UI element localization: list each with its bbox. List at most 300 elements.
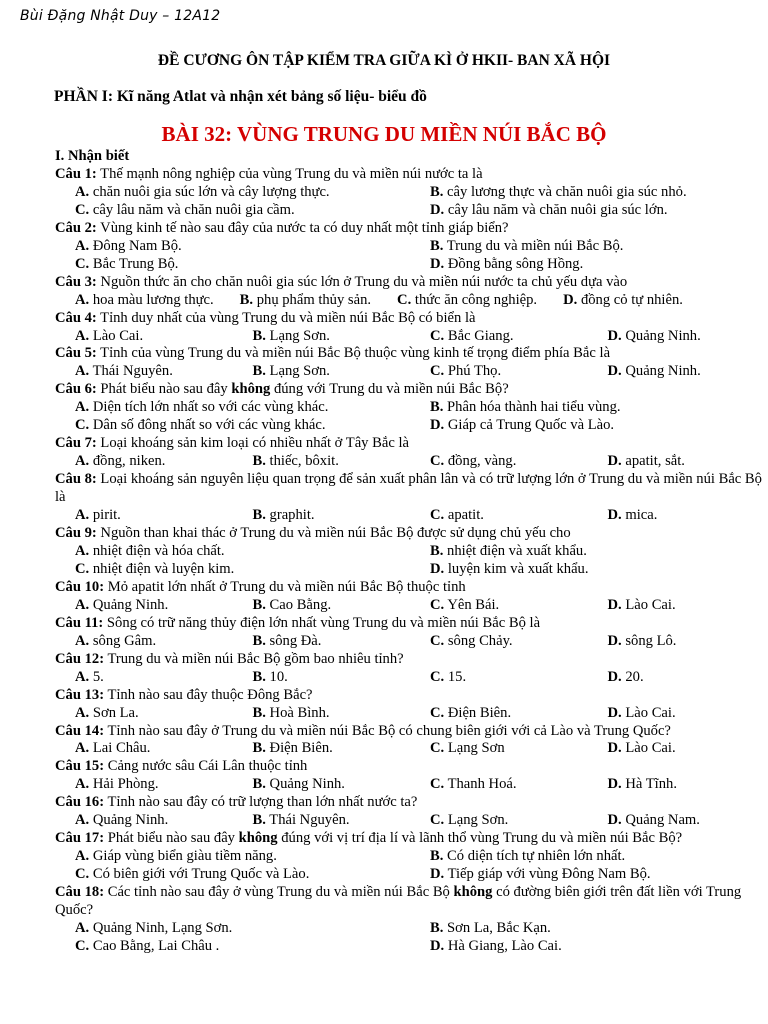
option-text: Hà Tĩnh.	[625, 776, 677, 793]
option-text: Quảng Ninh.	[92, 596, 169, 613]
option-letter: D.	[607, 632, 622, 649]
option-letter: C.	[75, 937, 90, 954]
option-text: Phú Thọ.	[447, 363, 502, 380]
option-letter: D.	[607, 596, 622, 613]
option-letter: A.	[75, 740, 90, 757]
answer-option	[55, 812, 233, 830]
answer-option	[410, 543, 765, 561]
question-number: Câu 11:	[55, 614, 104, 631]
answer-option	[588, 705, 766, 723]
option-text: Diện tích lớn nhất so với các vùng khác.	[92, 399, 329, 416]
answer-option	[55, 417, 410, 435]
answer-option	[55, 597, 233, 615]
question-text: Phát biểu nào sau đây	[100, 381, 232, 398]
section-heading: I. Nhận biết	[55, 148, 130, 164]
answer-option	[233, 669, 411, 687]
answer-options	[55, 740, 765, 758]
option-letter: B.	[430, 919, 444, 936]
option-text: mica.	[625, 507, 658, 524]
option-letter: D.	[607, 668, 622, 685]
option-text: Thái Nguyên.	[92, 363, 173, 380]
option-text: Điện Biên.	[447, 704, 512, 721]
question	[55, 220, 765, 274]
answer-option	[233, 328, 411, 346]
answer-option	[410, 812, 588, 830]
answer-option	[588, 740, 766, 758]
question-number: Câu 17:	[55, 830, 105, 847]
option-letter: C.	[75, 255, 90, 272]
answer-option	[543, 292, 689, 310]
answer-options	[55, 363, 765, 381]
option-letter: A.	[75, 596, 90, 613]
question-number: Câu 9:	[55, 525, 97, 542]
answer-options	[55, 848, 765, 884]
option-text: Lạng Sơn.	[269, 327, 330, 344]
answer-option	[233, 597, 411, 615]
answer-option	[410, 202, 765, 220]
answer-option	[410, 453, 588, 471]
answer-option	[55, 238, 410, 256]
question	[55, 471, 765, 525]
option-text: cây lương thực và chăn nuôi gia súc nhỏ.	[447, 183, 687, 200]
question-number: Câu 10:	[55, 578, 105, 595]
option-text: nhiệt điện và xuất khẩu.	[447, 542, 587, 559]
option-text: cây lâu năm và chăn nuôi gia súc lớn.	[447, 201, 668, 218]
option-text: Quảng Ninh, Lạng Sơn.	[92, 919, 233, 936]
option-text: sông Chảy.	[447, 632, 513, 649]
option-text: Trung du và miền núi Bắc Bộ.	[446, 237, 624, 254]
answer-options	[55, 453, 765, 471]
answer-option	[377, 292, 543, 310]
answer-options	[55, 184, 765, 220]
question-stem	[55, 274, 765, 292]
option-letter: B.	[252, 668, 266, 685]
answer-options	[55, 812, 765, 830]
option-text: 10.	[269, 668, 288, 685]
question-stem	[55, 723, 765, 741]
question-number: Câu 1:	[55, 165, 97, 182]
option-text: Lai Châu.	[92, 740, 151, 757]
option-letter: B.	[252, 704, 266, 721]
question	[55, 794, 765, 830]
option-letter: A.	[75, 183, 90, 200]
question-text: đúng với Trung du và miền núi Bắc Bộ?	[270, 381, 509, 398]
question	[55, 381, 765, 435]
option-letter: C.	[430, 363, 445, 380]
option-letter: A.	[75, 291, 90, 308]
option-text: Thái Nguyên.	[269, 812, 350, 829]
question-stem	[55, 310, 765, 328]
option-text: Cao Bằng.	[269, 596, 332, 613]
option-letter: B.	[252, 632, 266, 649]
answer-option	[55, 507, 233, 525]
option-text: 5.	[92, 668, 104, 685]
question	[55, 758, 765, 794]
option-text: Lào Cai.	[625, 596, 676, 613]
question-stem	[55, 884, 765, 920]
option-letter: A.	[75, 507, 90, 524]
question-stem	[55, 687, 765, 705]
answer-options	[55, 543, 765, 579]
option-text: Quảng Ninh.	[269, 776, 345, 793]
question-stem	[55, 435, 765, 453]
question-stem	[55, 381, 765, 399]
option-text: Dân số đông nhất so với các vùng khác.	[92, 417, 326, 434]
option-letter: D.	[430, 255, 445, 272]
question-keyword: không	[238, 830, 278, 847]
option-letter: D.	[430, 201, 445, 218]
answer-options	[55, 705, 765, 723]
question-number: Câu 5:	[55, 345, 97, 362]
answer-option	[233, 812, 411, 830]
option-text: đồng cỏ tự nhiên.	[580, 291, 683, 308]
option-letter: A.	[75, 668, 90, 685]
option-letter: A.	[75, 542, 90, 559]
answer-option	[588, 363, 766, 381]
option-text: Quảng Ninh.	[625, 327, 701, 344]
question-text: Phát biểu nào sau đây	[107, 830, 239, 847]
answer-option	[55, 399, 410, 417]
option-letter: C.	[75, 201, 90, 218]
document-title: ĐỀ CƯƠNG ÔN TẬP KIỂM TRA GIỮA KÌ Ở HKII- BAN XÃ HỘI	[157, 52, 611, 69]
option-text: thiếc, bôxit.	[269, 453, 339, 470]
answer-option	[410, 848, 765, 866]
option-letter: D.	[607, 453, 622, 470]
answer-option	[410, 507, 588, 525]
answer-option	[410, 633, 588, 651]
answer-option	[410, 256, 765, 274]
question-keyword: không	[231, 381, 271, 398]
option-text: luyện kim và xuất khẩu.	[447, 560, 589, 577]
question	[55, 345, 765, 381]
answer-option	[55, 848, 410, 866]
answer-option	[410, 920, 765, 938]
option-letter: C.	[430, 632, 445, 649]
option-text: Yên Bái.	[447, 596, 500, 613]
answer-options	[55, 328, 765, 346]
question-stem	[55, 471, 765, 507]
question-number: Câu 15:	[55, 758, 105, 775]
answer-option	[588, 633, 766, 651]
option-text: thức ăn công nghiệp.	[414, 291, 538, 308]
question-stem	[55, 830, 765, 848]
option-text: Tiếp giáp với vùng Đông Nam Bộ.	[447, 866, 651, 883]
option-text: Lào Cai.	[92, 327, 144, 344]
option-letter: A.	[75, 704, 90, 721]
answer-options	[55, 292, 765, 310]
answer-option	[588, 669, 766, 687]
option-text: Đồng bằng sông Hồng.	[447, 255, 584, 272]
question-stem	[55, 345, 765, 363]
option-letter: D.	[430, 866, 445, 883]
option-text: đồng, vàng.	[447, 453, 517, 470]
question-text: Tỉnh duy nhất của vùng Trung du và miền núi Bắc Bộ có biển là	[100, 309, 476, 326]
question-stem	[55, 615, 765, 633]
option-text: Quảng Nam.	[625, 812, 700, 829]
option-letter: C.	[397, 291, 412, 308]
option-text: phụ phẩm thủy sản.	[256, 291, 372, 308]
option-letter: A.	[75, 919, 90, 936]
option-letter: D.	[430, 417, 445, 434]
answer-option	[410, 740, 588, 758]
option-text: apatit.	[447, 507, 484, 524]
question-stem	[55, 579, 765, 597]
option-letter: B.	[252, 776, 266, 793]
question	[55, 687, 765, 723]
answer-option	[410, 399, 765, 417]
answer-option	[410, 363, 588, 381]
question-number: Câu 4:	[55, 309, 97, 326]
question-list	[55, 148, 765, 956]
option-text: Thanh Hoá.	[447, 776, 517, 793]
option-letter: C.	[75, 866, 90, 883]
answer-option	[233, 363, 411, 381]
question-text: Tỉnh nào sau đây có trữ lượng than lớn nhất nước ta?	[107, 794, 418, 811]
option-text: Có diện tích tự nhiên lớn nhất.	[447, 848, 626, 865]
option-letter: C.	[430, 740, 445, 757]
question-text: Tỉnh nào sau đây thuộc Đông Bắc?	[107, 686, 313, 703]
answer-option	[588, 812, 766, 830]
option-letter: B.	[252, 453, 266, 470]
question-text: Trung du và miền núi Bắc Bộ gồm bao nhiêu tỉnh?	[107, 650, 404, 667]
option-text: Lạng Sơn.	[269, 363, 330, 380]
option-text: Quảng Ninh.	[625, 363, 701, 380]
question-stem	[55, 758, 765, 776]
option-text: Lào Cai.	[625, 704, 676, 721]
option-text: 20.	[625, 668, 644, 685]
answer-option	[55, 363, 233, 381]
option-text: sông Lô.	[625, 632, 677, 649]
question-number: Câu 13:	[55, 686, 105, 703]
option-text: sông Đà.	[269, 632, 322, 649]
option-letter: B.	[239, 291, 254, 308]
question-number: Câu 3:	[55, 273, 97, 290]
question-stem	[55, 794, 765, 812]
option-text: nhiệt điện và hóa chất.	[92, 542, 225, 559]
option-letter: B.	[430, 848, 444, 865]
question	[55, 884, 765, 956]
option-text: Sơn La.	[92, 704, 139, 721]
option-text: Có biên giới với Trung Quốc và Lào.	[92, 866, 310, 883]
answer-option	[55, 705, 233, 723]
question-number: Câu 18:	[55, 884, 105, 901]
answer-option	[233, 507, 411, 525]
question-text: đúng với vị trí địa lí và lãnh thổ vùng Trung du và miền núi Bắc Bộ?	[277, 830, 683, 847]
option-text: Hải Phòng.	[92, 776, 159, 793]
option-letter: C.	[430, 812, 445, 829]
option-text: 15.	[447, 668, 467, 685]
option-letter: A.	[75, 848, 90, 865]
answer-options	[55, 633, 765, 651]
answer-option	[233, 740, 411, 758]
answer-option	[588, 597, 766, 615]
question	[55, 615, 765, 651]
option-text: Giáp vùng biển giàu tiềm năng.	[92, 848, 277, 865]
question-text: Cảng nước sâu Cái Lân thuộc tỉnh	[107, 758, 308, 775]
question-number: Câu 7:	[55, 435, 97, 452]
option-letter: C.	[430, 327, 445, 344]
question-stem	[55, 651, 765, 669]
answer-option	[55, 669, 233, 687]
option-letter: B.	[252, 812, 266, 829]
option-text: Lạng Sơn	[447, 740, 505, 757]
part-title: PHẦN I: Kĩ năng Atlat và nhận xét bảng số liệu- biểu đồ	[54, 88, 427, 105]
answer-option	[55, 561, 410, 579]
option-letter: C.	[430, 776, 445, 793]
option-letter: B.	[430, 399, 444, 416]
question-number: Câu 8:	[55, 471, 97, 488]
answer-option	[588, 776, 766, 794]
question-text: Thế mạnh nông nghiệp của vùng Trung du và miền núi nước ta là	[100, 165, 483, 182]
question	[55, 525, 765, 579]
question	[55, 830, 765, 884]
answer-option	[410, 561, 765, 579]
question	[55, 651, 765, 687]
question-number: Câu 6:	[55, 381, 97, 398]
option-letter: C.	[75, 560, 90, 577]
answer-option	[410, 597, 588, 615]
answer-option	[233, 705, 411, 723]
option-letter: A.	[75, 632, 90, 649]
option-text: Lạng Sơn.	[447, 812, 509, 829]
option-letter: C.	[75, 417, 90, 434]
option-letter: C.	[430, 507, 445, 524]
question-text: Tỉnh của vùng Trung du và miền núi Bắc Bộ thuộc vùng kinh tế trọng điểm phía Bắc là	[100, 345, 611, 362]
option-letter: D.	[607, 704, 622, 721]
question	[55, 310, 765, 346]
author-header: Bùi Đặng Nhật Duy – 12A12	[20, 8, 221, 24]
question-stem	[55, 166, 765, 184]
option-text: apatit, sắt.	[625, 453, 685, 470]
answer-options	[55, 669, 765, 687]
option-letter: A.	[75, 812, 90, 829]
answer-option	[55, 543, 410, 561]
option-letter: D.	[607, 363, 622, 380]
answer-options	[55, 399, 765, 435]
question-text: Vùng kinh tế nào sau đây của nước ta có duy nhất một tỉnh giáp biển?	[100, 219, 509, 236]
option-text: graphit.	[269, 507, 315, 524]
question-text: Loại khoáng sản kim loại có nhiều nhất ở Tây Bắc là	[100, 435, 409, 452]
question-text: Mỏ apatit lớn nhất ở Trung du và miền núi Bắc Bộ thuộc tỉnh	[107, 578, 466, 595]
answer-option	[220, 292, 377, 310]
question-keyword: không	[453, 884, 493, 901]
option-text: Giáp cả Trung Quốc và Lào.	[447, 417, 615, 434]
option-text: đồng, niken.	[92, 453, 166, 470]
answer-option	[55, 740, 233, 758]
option-letter: D.	[607, 740, 622, 757]
question-number: Câu 14:	[55, 722, 105, 739]
option-letter: A.	[75, 327, 90, 344]
option-text: Lào Cai.	[625, 740, 676, 757]
answer-option	[410, 184, 765, 202]
question	[55, 166, 765, 220]
option-letter: A.	[75, 776, 90, 793]
option-letter: B.	[252, 596, 266, 613]
option-letter: B.	[252, 363, 266, 380]
option-text: sông Gâm.	[92, 632, 157, 649]
question-number: Câu 12:	[55, 650, 105, 667]
lesson-title: BÀI 32: VÙNG TRUNG DU MIỀN NÚI BẮC BỘ	[161, 122, 607, 146]
question	[55, 579, 765, 615]
question-stem	[55, 525, 765, 543]
answer-option	[55, 633, 233, 651]
option-letter: D.	[563, 291, 578, 308]
answer-option	[410, 938, 765, 956]
option-text: Hà Giang, Lào Cai.	[447, 937, 562, 954]
option-text: Đông Nam Bộ.	[92, 237, 182, 254]
answer-option	[588, 453, 766, 471]
answer-option	[55, 920, 410, 938]
option-text: cây lâu năm và chăn nuôi gia cầm.	[92, 201, 295, 218]
option-text: Sơn La, Bắc Kạn.	[447, 919, 551, 936]
answer-option	[55, 453, 233, 471]
question-number: Câu 2:	[55, 219, 97, 236]
option-letter: B.	[252, 507, 266, 524]
answer-option	[55, 938, 410, 956]
question-text: Các tỉnh nào sau đây ở vùng Trung du và miền núi Bắc Bộ	[107, 884, 454, 901]
question-text: Loại khoáng sản nguyên liệu quan trọng để sản xuất phân lân và có trữ lượng lớn ở Trung du và miền núi Bắc Bộ là	[55, 471, 762, 506]
option-letter: C.	[430, 596, 445, 613]
answer-options	[55, 238, 765, 274]
question-stem	[55, 220, 765, 238]
option-letter: D.	[607, 812, 622, 829]
question-text: Tỉnh nào sau đây ở Trung du và miền núi Bắc Bộ có chung biên giới với cả Lào và Trung Quốc?	[107, 722, 671, 739]
question-text: Nguồn thức ăn cho chăn nuôi gia súc lớn ở Trung du và miền núi nước ta chủ yếu dựa vào	[100, 273, 628, 290]
option-text: Quảng Ninh.	[92, 812, 169, 829]
option-letter: B.	[252, 327, 266, 344]
answer-option	[55, 184, 410, 202]
question-text: Nguồn than khai thác ở Trung du và miền núi Bắc Bộ được sử dụng chủ yếu cho	[100, 525, 571, 542]
answer-option	[588, 507, 766, 525]
option-letter: B.	[430, 183, 444, 200]
question	[55, 723, 765, 759]
answer-option	[55, 328, 233, 346]
answer-option	[410, 417, 765, 435]
answer-option	[55, 256, 410, 274]
option-text: Bắc Trung Bộ.	[92, 255, 179, 272]
answer-options	[55, 776, 765, 794]
option-text: Điện Biên.	[269, 740, 333, 757]
answer-options	[55, 507, 765, 525]
option-letter: C.	[430, 704, 445, 721]
option-text: Cao Bằng, Lai Châu .	[92, 937, 220, 954]
answer-option	[233, 453, 411, 471]
option-text: Bắc Giang.	[447, 327, 514, 344]
option-letter: C.	[430, 668, 445, 685]
answer-option	[233, 633, 411, 651]
option-letter: B.	[252, 740, 266, 757]
option-letter: A.	[75, 453, 90, 470]
answer-option	[233, 776, 411, 794]
answer-option	[410, 238, 765, 256]
answer-option	[55, 202, 410, 220]
option-letter: D.	[607, 507, 622, 524]
option-letter: D.	[607, 776, 622, 793]
option-text: chăn nuôi gia súc lớn và cây lượng thực.	[92, 183, 330, 200]
option-text: Hoà Bình.	[269, 704, 330, 721]
question-number: Câu 16:	[55, 794, 105, 811]
option-letter: D.	[430, 937, 445, 954]
answer-option	[588, 328, 766, 346]
option-text: nhiệt điện và luyện kim.	[92, 560, 235, 577]
option-letter: B.	[430, 237, 444, 254]
answer-option	[55, 866, 410, 884]
option-letter: A.	[75, 363, 90, 380]
option-text: hoa màu lương thực.	[92, 291, 214, 308]
option-text: Phân hóa thành hai tiểu vùng.	[447, 399, 621, 416]
option-letter: C.	[430, 453, 445, 470]
answer-options	[55, 920, 765, 956]
